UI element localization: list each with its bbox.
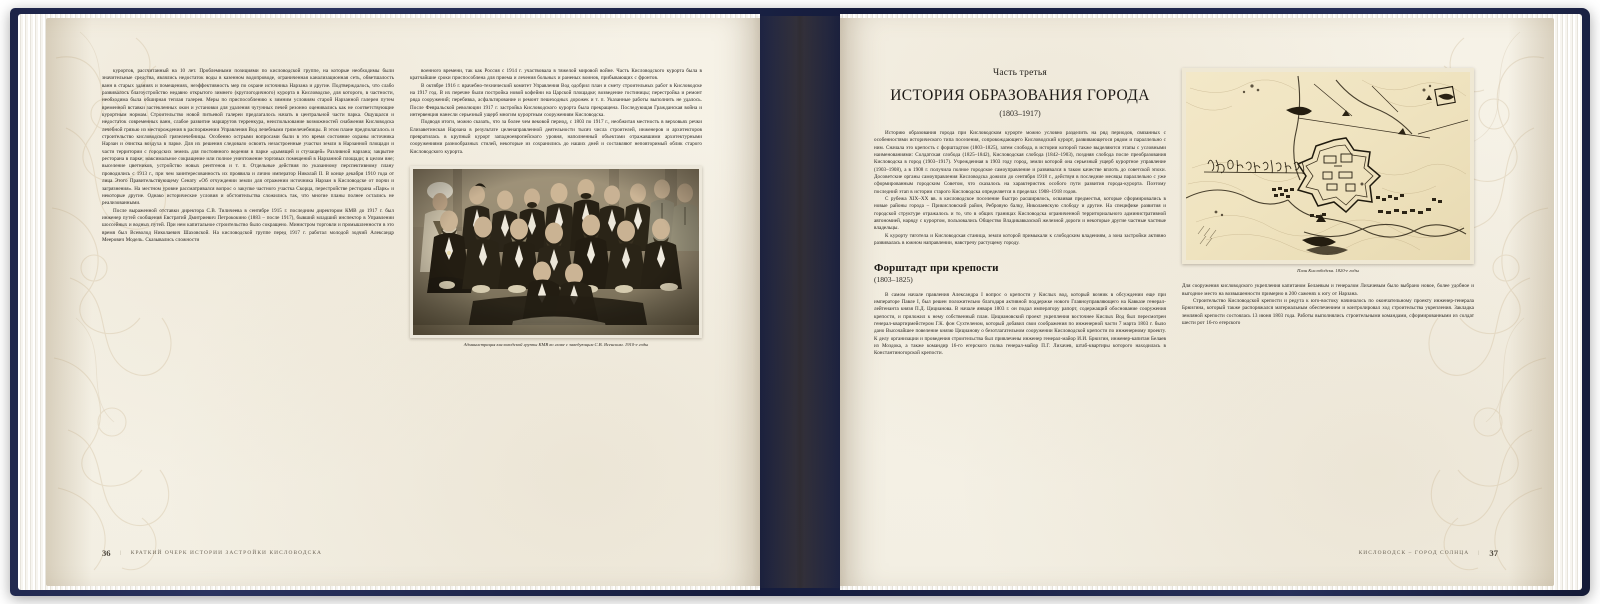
body-paragraph: В самом начале правления Александра I вопрос о крепости у Кислых вод, который возник в обсуждении еще при императоре Павле I, был решен положительно благодаря активной поддержке нового Главноуправляющего на Кавказе генерал-лейтенанта князя П.Д. Цицианова. В начале января 1803 г. он подал императору рапорт, содержащий обоснование сооружения крепости, и приложил к нему собственный план. Цициановский проект укрепления восточнее Кислых Вод был пересмотрен генерал-квартирмейстером Г.К. фон Сухтеленом, который добавил свои соображения по инженерной части 7 марта 1803 г. было дано Высочайшее повеление князю Цицианову о безотлагательном сооружении Кисловодской крепости по инженерному проекту. К делу организации и проведения строительства был привлечены инженер генерал-майор И.И. Брюзгин, инженер-капитан Белаев из Моздока, а также командир 16-го егерского полка генерал-майор П.Г. Лихачев, штаб-квартиры которого находилась в Константиногорской крепости. bbox=[874, 291, 1166, 357]
section-title: Форштадт при крепости bbox=[874, 261, 999, 274]
left-page-edge-shadow bbox=[46, 18, 92, 586]
right-page-footer bbox=[1359, 548, 1498, 558]
folio-number: 36 bbox=[102, 548, 111, 558]
running-head: КИСЛОВОДСК – ГОРОД СОЛНЦА bbox=[1358, 550, 1470, 556]
section-dates: (1803–1825) bbox=[874, 274, 913, 284]
figure-historic-map bbox=[1182, 68, 1474, 274]
figure-caption: План Кислободска. 1820-е годы bbox=[1297, 268, 1359, 273]
photo-frame bbox=[410, 166, 702, 338]
body-paragraph: К курорту тяготела и Кисловодская станица, земли которой примыкали к слободским владениям, а зона застройки активно развивалась в южном направлении, навстречу растущему городу. bbox=[874, 232, 1166, 247]
left-page bbox=[46, 18, 760, 586]
historic-map-image bbox=[1186, 72, 1470, 260]
left-page-footer bbox=[102, 548, 322, 558]
body-paragraph: Строительство Кисловодской крепости и редута к юго-востоку начиналось по окончательному проекту инженер-генерала Брюзгина, который также распоряжался материальным обеспечением и контролировал ход строительства укрепления. Закладка земляной крепости состоялась 13 июня 1803 года. Работы выполнялись строительными командами, сформированными из солдат шести рот 16-го егерского bbox=[1182, 297, 1474, 326]
body-paragraph: После выраженной отставки директора С.В. Тиличеева в сентябре 1915 г. последним директором КМВ до 1917 г. был инженер путей сообщения Евстратий Дмитриевич Петрококино (1883 – после 1917), бывший младший инспектор в Управлении шоссейных и водных путей. При нем капитальное строительство было сокращено. Министром торговли и промышленности в это время был Всеволод Николаевич Шаховской. На кисловодской группе перед 1917 г. работал молодой зодчий Александр Меерович Модель. Сказывались сложности bbox=[102, 207, 394, 243]
left-page-columns bbox=[102, 68, 726, 348]
part-label: Часть третья bbox=[993, 68, 1047, 78]
body-paragraph: С рубежа XIX–XX вв. в кисловодское поселение быстро расширялось, осваивая предместья, которые сформировались в новые районы города – Прикисловский район, Ребровую балку, Николаевскую слободу и другие. На специфике развития и городской структуре отражалось и то, что в общих границах Кисловодска ограниченной территориального административной автономией, наряду с курортом, пользовались Общество Владикавказской железной дороги и некоторые другие частные частные владельцы. bbox=[874, 196, 1166, 232]
map-frame bbox=[1182, 68, 1474, 264]
body-paragraph: военного времени, так как Россия с 1914 г. участвовала в тяжелой мировой войне. Часть Кисловодского курорта была в кратчайшие сроки приспособлена для приема и лечения больных и раненых воинов, прибывающих с фронтов. bbox=[410, 68, 702, 82]
chapter-dates: (1803–1917) bbox=[999, 109, 1041, 118]
right-page-column-1 bbox=[874, 68, 1166, 358]
footer-separator: | bbox=[119, 550, 122, 556]
body-paragraph: Подводя итоги, можно сказать, что за более чем вековой период, с 1803 по 1917 г., необжитая местность в верховьях речки Елизаветинская Нарзана в результате целенаправленной деятельности тысяч числа строителей, инженеров и архитекторов превратилась в крупный курорт западноевропейского уровня, наполненный объектами отражавшими архитектурными сооружениями разнообразных стилей, некоторые из сохранились до наших дней и составляют неповторимый облик старого Кисловодского курорта. bbox=[410, 119, 702, 155]
footer-separator: | bbox=[1478, 550, 1481, 556]
body-paragraph: курортов, рассчитанный на 10 лет. Проблемными позициями по кисловодской группе, на которые необходимы были значительные средства, являлись недостаток воды в казенном водопроводе, ограниченная канализационная сеть, обветшалость ванн в старых зданиях и помещениях, неэффективность мер по охране источника Нарзана и другие. Подтверждалось, что слабо развивалось благоустройство недавно открытого зимнего (круглогодичного) курорта в Кисловодске, для которого, в частности, необходима была обширная теплая галерея. Меры по приспособлению к зимним условиям старой Нарзанной галереи путем временной вставки застекленных окон и установки для удаления чугунных печей резонно оценивались как не соответствующие курортным нормам. Строительство новой питьевой галереи предлагалось начать в центральной части парка. Ощущался и недостаток современных ванн, слабое развитие маршрутов терренкура, неиспользование возможностей снабжения Кисловодска лечебной грязью из месторождения в распоряжении Управления Вод лечебными грязелечебницы. В этом плане предполагалось и строительство кисловодской грязелечебницы. Особенно острыми вопросами были в это время состояние охраны источника Нарзан и очистка воздуха в парке. Для их решения следовало освоить незастроенные участки земли в Нарзанной площади и части территории с городских земель для постоянного ведения в парке «дымящей и стучащей» Разливной нарзана; закрытие ресторана в парке; максимальное сокращение или полное уничтожение торговых помещений в Нарзанной площади; в целом вне; выселение цветников, устройство новых рентгенов и т. п. Отдельные действия по указанному перспективному плану проводились с 1913 г., при чем заинтересованность их проявила и лично император Николай II. В конце декабря 1910 года от лица Этого Правительствующему Сенату «Об отчуждении земли для отражении источника Нарзан в Кисловодске от порчи и загрязнения». На местном уровне рассматривался вопрос о закупке частного участка Скорца, перестройстве ресторана «Парк» и некоторые другие. Однако исторические условия и обстоятельства сложились так, что многие планы полнее остались не реализованными. bbox=[102, 68, 394, 207]
left-page-column-2 bbox=[410, 68, 702, 348]
left-page-column-1 bbox=[102, 68, 394, 348]
group-photo-image bbox=[413, 169, 699, 335]
body-paragraph: Историю образования города при Кисловодском курорте можно условно разделить на ряд периодов, связанных с особенностями исторического типа поселения, сопровождающего Кисловодский курорт, развивающегося рядом и параллельно с ним. Сначала это крепость с форштадтом (1803–1825), затем слобода, в истории которой также выделяются этапы с условными наименованиями: Солдатская слобода (1825–1842), Кисловодская слобода (1842–1903), поздняя слобода после преобразования Кисловодска в город (1903–1917). Учрежденная в 1903 году город, земли которой она серьезный ущерб курортное управление (1903–1908), а в 1908 г. получила полное городское самоуправление и развивался в таком качестве вплоть до советской эпохи. Досоветские органы самоуправления Кисловодска дожили до сентября 1918 г., действуя в последние месяцы параллельно с уже сформированным городским Советом, что сказалось на характеристик особого пути развития города-курорта. Поэтому последний этап в истории старого Кисловодска определяется в пределах 1908–1918 годов. bbox=[874, 130, 1166, 195]
body-paragraph: Для сооружения кисловодского укрепления капитаном Белаевым и генералом Лихачевым было выбрано новое, более удобное и выгодное место на возвышенности примерно в 200 саженях к югу от Нарзана. bbox=[1182, 283, 1474, 297]
figure-group-photo bbox=[410, 166, 702, 348]
figure-caption: Администрация кисловодской группы КМВ во главе с заведующим С.В. Ясенским. 1910-е годы bbox=[463, 342, 649, 348]
body-paragraph: В октябре 1916 г. врачебно-технический комитет Управления Вод одобрил план и смету строительных работ в Кисловодске на 1917 год. В их перечне были постройка новой кофейни на Царской площадке; возведение гостиницы; перестройка и ремонт ряда сооружений; перебивка, асфальтирование и ремонт пешеходных дорожек и т. п. Указанные работы выполнить не удалось. После Февральской революции 1917 г. застройка Кисловодского курорта была прекращена. Последующая Гражданская война и интервенция нанесли серьезный ущерб многим курортным сооружениям Кисловодска. bbox=[410, 82, 702, 119]
running-head: КРАТКИЙ ОЧЕРК ИСТОРИИ ЗАСТРОЙКИ КИСЛОВОДСКА bbox=[130, 550, 323, 556]
right-page bbox=[840, 18, 1554, 586]
right-page-edge-shadow bbox=[1508, 18, 1554, 586]
right-page-column-2 bbox=[1182, 68, 1474, 358]
right-page-columns bbox=[874, 68, 1498, 358]
folio-number: 37 bbox=[1489, 548, 1498, 558]
chapter-title: ИСТОРИЯ ОБРАЗОВАНИЯ ГОРОДА bbox=[890, 87, 1150, 104]
